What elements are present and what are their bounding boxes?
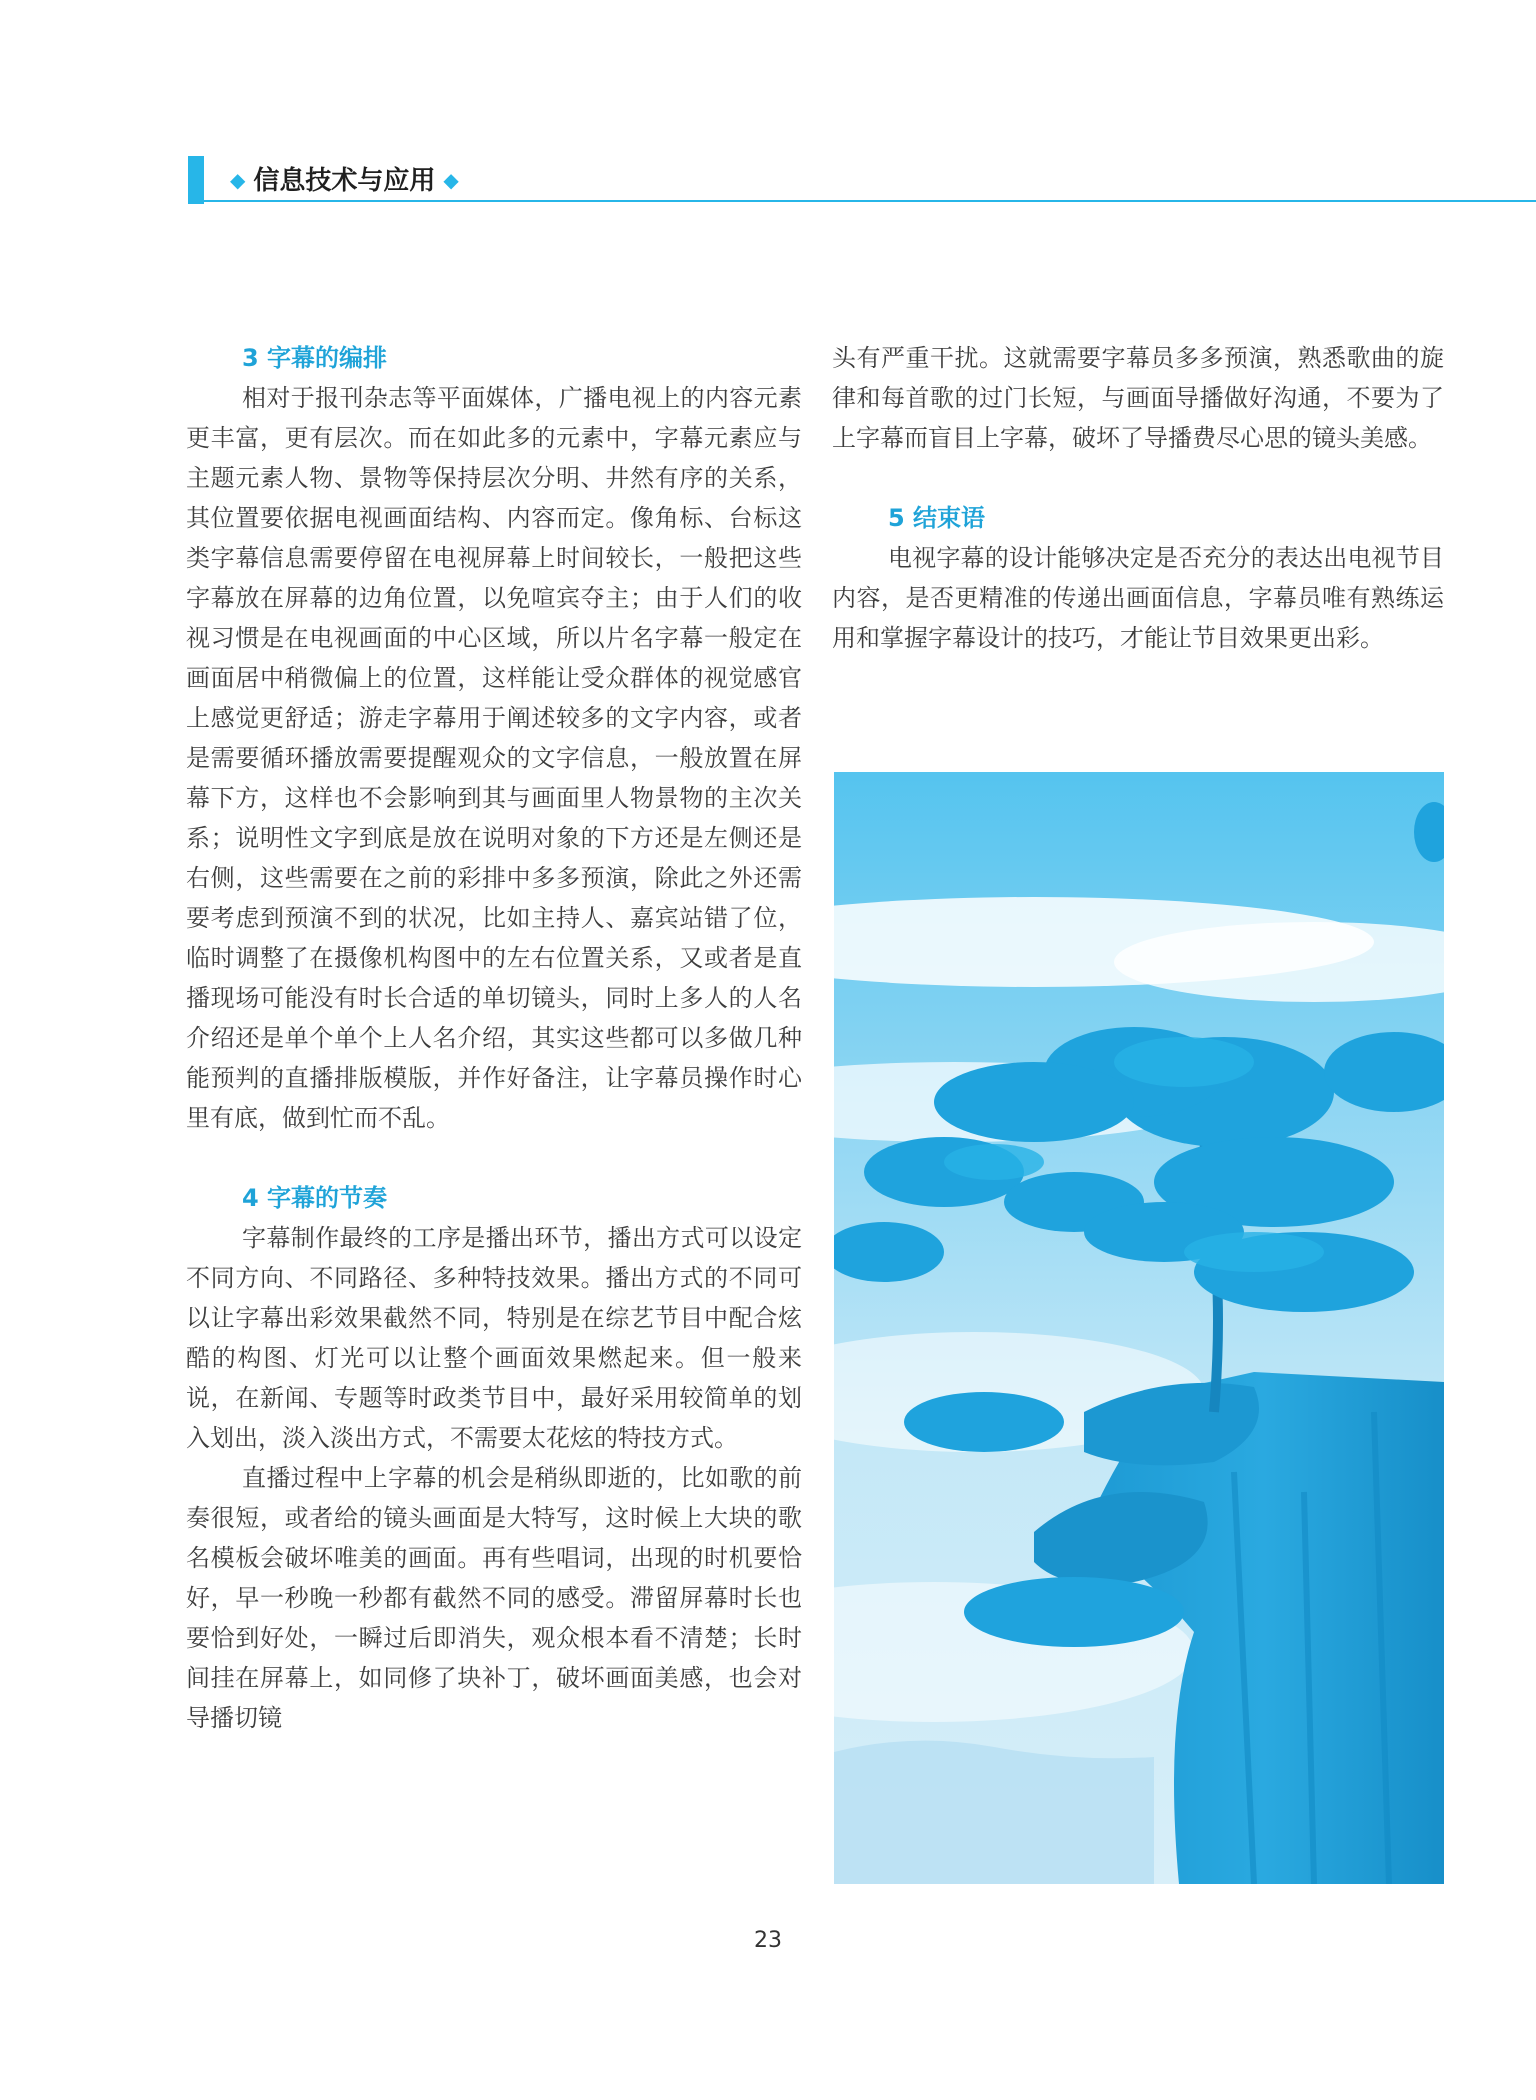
section-3-heading: 3 字幕的编排 xyxy=(242,344,388,372)
section-4-paragraph-2-continued: 头有严重干扰。这就需要字幕员多多预演，熟悉歌曲的旋律和每首歌的过门长短，与画面导播做好沟通，不要为了上字幕而盲目上字幕，破坏了导播费尽心思的镜头美感。 xyxy=(832,344,1444,452)
page-number: 23 xyxy=(754,1928,782,1953)
section-5-heading: 5 结束语 xyxy=(888,504,986,532)
section-4-heading: 4 字幕的节奏 xyxy=(242,1184,388,1212)
pine-tree-on-cliff-photo xyxy=(834,772,1444,1884)
header-rule xyxy=(204,200,1536,202)
running-header xyxy=(188,156,1536,204)
header-accent-bar xyxy=(188,156,204,204)
section-4-paragraph-1: 字幕制作最终的工序是播出环节，播出方式可以设定不同方向、不同路径、多种特技效果。播出方式的不同可以让字幕出彩效果截然不同，特别是在综艺节目中配合炫酷的构图、灯光可以让整个画面效果燃起来。但一般来说，在新闻、专题等时政类节目中，最好采用较简单的划入划出，淡入淡出方式，不需要太花炫的特技方式。 xyxy=(186,1224,802,1452)
section-5-paragraph: 电视字幕的设计能够决定是否充分的表达出电视节目内容，是否更精准的传递出画面信息，字幕员唯有熟练运用和掌握字幕设计的技巧，才能让节目效果更出彩。 xyxy=(832,544,1444,652)
diamond-icon: ◆ xyxy=(230,168,246,192)
header-title-wrap xyxy=(222,162,467,198)
right-column xyxy=(832,338,1444,658)
left-column xyxy=(186,338,802,1738)
section-3-paragraph: 相对于报刊杂志等平面媒体，广播电视上的内容元素更丰富，更有层次。而在如此多的元素中，字幕元素应与主题元素人物、景物等保持层次分明、井然有序的关系，其位置要依据电视画面结构、内容而定。像角标、台标这类字幕信息需要停留在电视屏幕上时间较长，一般把这些字幕放在屏幕的边角位置，以免喧宾夺主；由于人们的收视习惯是在电视画面的中心区域，所以片名字幕一般定在画面居中稍微偏上的位置，这样能让受众群体的视觉感官上感觉更舒适；游走字幕用于阐述较多的文字内容，或者是需要循环播放需要提醒观众的文字信息，一般放置在屏幕下方，这样也不会影响到其与画面里人物景物的主次关系；说明性文字到底是放在说明对象的下方还是左侧还是右侧，这些需要在之前的彩排中多多预演，除此之外还需要考虑到预演不到的状况，比如主持人、嘉宾站错了位，临时调整了在摄像机构图中的左右位置关系，又或者是直播现场可能没有时长合适的单切镜头，同时上多人的人名介绍还是单个单个上人名介绍，其实这些都可以多做几种能预判的直播排版模版，并作好备注，让字幕员操作时心里有底，做到忙而不乱。 xyxy=(186,384,802,1132)
section-4-paragraph-2: 直播过程中上字幕的机会是稍纵即逝的，比如歌的前奏很短，或者给的镜头画面是大特写，这时候上大块的歌名模板会破坏唯美的画面。再有些唱词，出现的时机要恰好，早一秒晚一秒都有截然不同的感受。滞留屏幕时长也要恰到好处，一瞬过后即消失，观众根本看不清楚；长时间挂在屏幕上，如同修了块补丁，破坏画面美感，也会对导播切镜 xyxy=(186,1464,802,1732)
diamond-icon: ◆ xyxy=(443,168,459,192)
header-title: 信息技术与应用 xyxy=(253,166,436,196)
